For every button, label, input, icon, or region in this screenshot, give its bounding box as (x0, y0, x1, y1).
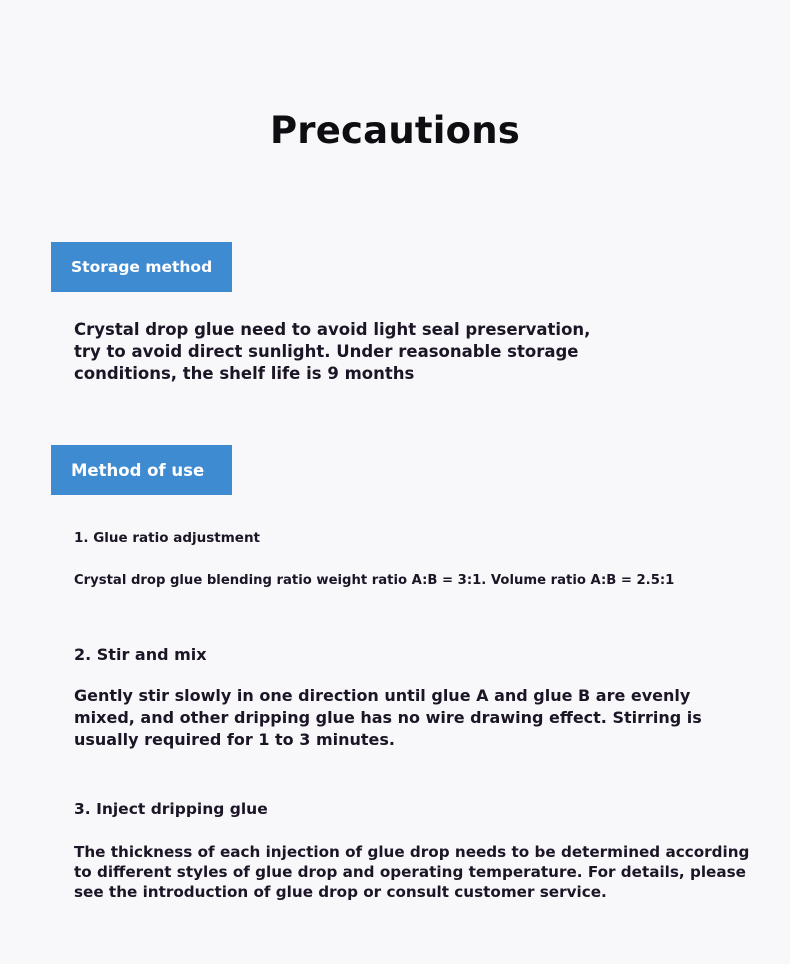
step-2-heading: 2. Stir and mix (74, 645, 207, 664)
step-2-text: Gently stir slowly in one direction until glue A and glue B are evenly mixed, and other dripping glue has no wire drawing effect. Stirring is usually required for 1 to 3 minutes. (74, 686, 702, 749)
step-1-text: Crystal drop glue blending ratio weight ratio A:B = 3:1. Volume ratio A:B = 2.5:1 (74, 573, 675, 588)
method-of-use-label: Method of use (51, 445, 232, 495)
storage-method-text: Crystal drop glue need to avoid light seal preservation, try to avoid direct sunlight. Under reasonable storage conditions, the shelf life is 9 months (74, 320, 591, 383)
step-1-heading: 1. Glue ratio adjustment (74, 530, 261, 546)
page-title: Precautions (269, 108, 521, 152)
step-3-heading: 3. Inject dripping glue (74, 800, 268, 818)
step-3-text: The thickness of each injection of glue drop needs to be determined according to different styles of glue drop and operating temperature. For details, please see the introduction of glue drop or consult customer service. (74, 843, 750, 901)
storage-method-label: Storage method (51, 242, 232, 292)
